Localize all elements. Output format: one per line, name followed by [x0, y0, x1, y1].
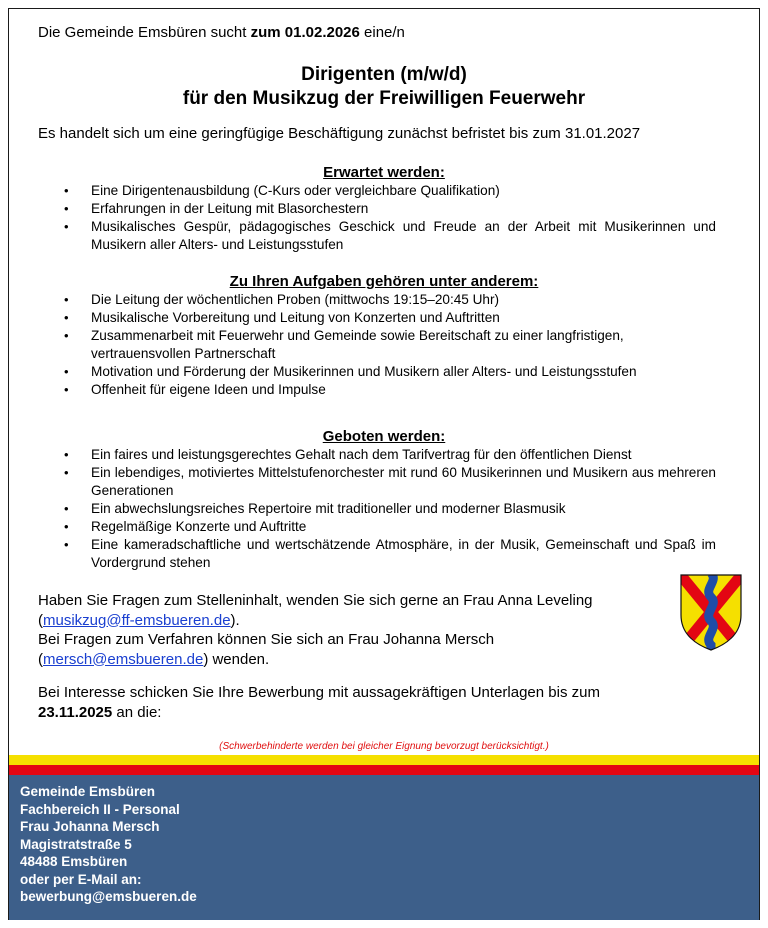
list-item: • Ein lebendiges, motiviertes Mittelstufenorchester mit rund 60 Musikerinnen und Musikern aus mehreren Generationen	[64, 464, 716, 500]
email-link-musikzug[interactable]: musikzug@ff-emsbueren.de	[43, 611, 231, 629]
email-application[interactable]: bewerbung@emsbueren.de	[20, 889, 197, 904]
wenden-text: ) wenden.	[203, 650, 270, 668]
paren-open: (	[38, 611, 43, 629]
application-suffix: an die:	[112, 703, 162, 721]
list-item: • Ein abwechslungsreiches Repertoire mit traditioneller und moderner Blasmusik	[64, 500, 716, 518]
offered-heading: Geboten werden:	[322, 428, 446, 445]
application-text: Bei Interesse schicken Sie Ihre Bewerbung mit aussagekräftigen Unterlagen bis zum	[38, 684, 600, 701]
address-line: Fachbereich II - Personal	[20, 801, 180, 817]
paren-open: (	[38, 650, 43, 668]
employment-terms: Es handelt sich um eine geringfügige Beschäftigung zunächst befristet bis zum 31.01.2027	[38, 125, 641, 142]
contact-line-1: Haben Sie Fragen zum Stelleninhalt, wenden Sie sich gerne an Frau Anna Leveling	[38, 592, 593, 609]
list-item: • Die Leitung der wöchentlichen Proben (mittwochs 19:15–20:45 Uhr)	[64, 291, 716, 309]
expected-heading: Erwartet werden:	[323, 164, 445, 181]
list-item: • Regelmäßige Konzerte und Auftritte	[64, 518, 716, 536]
tasks-list	[64, 291, 716, 399]
intro-suffix: eine/n	[359, 24, 405, 41]
intro-date: zum 01.02.2026	[250, 24, 360, 41]
job-title: Dirigenten (m/w/d)	[301, 64, 467, 85]
disability-note: (Schwerbehinderte werden bei gleicher Eignung bevorzugt berücksichtigt.)	[219, 741, 549, 752]
offered-list	[64, 446, 716, 572]
address-line: Gemeinde Emsbüren	[20, 784, 156, 799]
email-link-mersch[interactable]: mersch@emsbueren.de	[43, 650, 204, 668]
list-item: • Musikalisches Gespür, pädagogisches Geschick und Freude an der Arbeit mit Musikerinnen und Musikern aller Alters- und Leistungsstufen	[64, 218, 716, 254]
intro-prefix: Die Gemeinde Emsbüren sucht	[38, 24, 251, 41]
list-item: • Eine Dirigentenausbildung (C-Kurs oder vergleichbare Qualifikation)	[64, 182, 716, 200]
list-item: • Offenheit für eigene Ideen und Impulse	[64, 381, 716, 399]
address-line: oder per E-Mail an:	[20, 871, 142, 887]
expected-list	[64, 182, 716, 254]
list-item: • Ein faires und leistungsgerechtes Gehalt nach dem Tarifvertrag für den öffentlichen Dienst	[64, 446, 716, 464]
contact-line-2: Bei Fragen zum Verfahren können Sie sich an Frau Johanna Mersch	[38, 631, 495, 648]
address-line: 48488 Emsbüren	[20, 854, 128, 869]
stripe-red	[9, 765, 759, 775]
list-item: • Erfahrungen in der Leitung mit Blasorchestern	[64, 200, 716, 218]
list-item: • Musikalische Vorbereitung und Leitung von Konzerten und Auftritten	[64, 309, 716, 327]
intro-line	[38, 24, 405, 41]
paren-close: ).	[230, 611, 240, 629]
application-block	[38, 683, 718, 722]
address-line: Magistratstraße 5	[20, 836, 132, 852]
tasks-heading: Zu Ihren Aufgaben gehören unter anderem:	[229, 273, 539, 290]
list-item: • Eine kameradschaftliche und wertschätzende Atmosphäre, in der Musik, Gemeinschaft und Spaß im Vordergrund stehen	[64, 536, 716, 572]
stripe-yellow	[9, 755, 759, 765]
job-subtitle: für den Musikzug der Freiwilligen Feuerwehr	[182, 88, 586, 109]
address-block	[9, 775, 759, 920]
coat-of-arms-icon	[679, 573, 743, 651]
application-deadline: 23.11.2025	[38, 703, 113, 721]
list-item: • Zusammenarbeit mit Feuerwehr und Gemeinde sowie Bereitschaft zu einer langfristigen, vertrauensvollen Partnerschaft	[64, 327, 716, 363]
list-item: • Motivation und Förderung der Musikerinnen und Musikern aller Alters- und Leistungsstufen	[64, 363, 716, 381]
address-line: Frau Johanna Mersch	[20, 819, 160, 834]
contact-block	[38, 591, 658, 669]
